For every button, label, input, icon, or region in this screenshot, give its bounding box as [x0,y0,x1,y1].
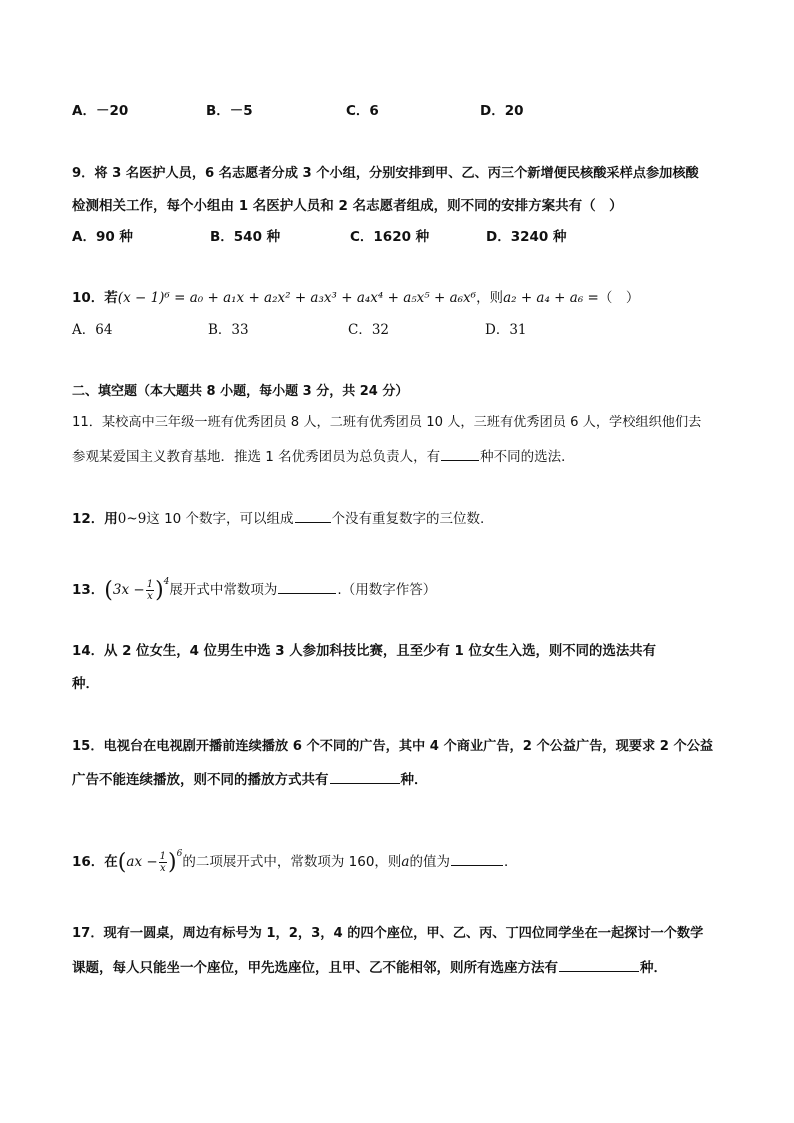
q11-text-b: 种不同的选法． [480,449,575,465]
q16-post: ． [503,854,518,870]
q17-text-b: 种． [640,960,667,976]
q15-text-a: 广告不能连续播放，则不同的播放方式共有 [72,772,329,788]
q16-text-1: 的二项展开式中，常数项为 160，则 [182,854,402,870]
q12-stem [72,508,484,528]
section-2-heading: 二、填空题（本大题共 8 小题，每小题 3 分，共 24 分） [72,384,409,399]
q16-answer-blank [451,851,503,866]
q11-line-2 [72,446,575,466]
q11-answer-blank [441,446,479,461]
q17-text-a: 课题，每人只能坐一个座位，甲先选座位，且甲、乙不能相邻，则所有选座方法有 [72,960,558,976]
q11-line-1: 11．某校高中三年级一班有优秀团员 8 人，二班有优秀团员 10 人，三班有优秀团员 6 人，学校组织他们去 [72,415,702,430]
q15-answer-blank [330,769,400,784]
q16-frac-num: 1 [159,851,167,862]
q17-answer-blank [559,957,639,972]
q16-exponent: 6 [176,849,183,859]
q16-frac-den: x [160,863,166,874]
q13-frac-den: x [147,591,153,602]
q11-text-a: 参观某爱国主义教育基地．推选 1 名优秀团员为总负责人，有 [72,449,441,465]
q17-line-1: 17．现有一圆桌，周边有标号为 1，2，3，4 的四个座位，甲、乙、丙、丁四位同学坐在一起探讨一个数学 [72,926,704,941]
q13-expression: (3x − $\frac{1}{x}$ )$^4$ [104,577,170,603]
q13-post: .（用数字作答） [337,582,437,598]
q16-var: a [401,854,410,870]
q13-text: 展开式中常数项为 [169,582,278,598]
q15-text-b: 种． [400,772,428,788]
q14-line-1: 14．从 2 位女生，4 位男生中选 3 人参加科技比赛，且至少有 1 位女生入选，则不同的选法共有 [72,644,656,659]
q9-line-1: 9．将 3 名医护人员，6 名志愿者分成 3 个小组，分别安排到甲、乙、丙三个新增便民核酸采样点参加核酸 [72,166,699,181]
q17-line-2 [72,957,667,977]
q14-line-2: 种． [72,676,99,692]
q10-option-d: D．31 [485,322,527,338]
q16-expression: (ax − $\frac{1}{x}$ )$^6$ [117,849,183,875]
q13-answer-blank [278,579,336,594]
q8-option-c: C．6 [346,103,379,119]
q9-option-b: B．540 种 [210,229,281,245]
q13-number: 13． [72,582,105,598]
q9-option-d: D．3240 种 [486,229,567,245]
q8-option-d: D．20 [480,103,524,119]
q10-stem [72,289,639,307]
q10-paren: （ ） [598,290,640,306]
q13-expr-left: 3x − [112,582,145,598]
q13-frac-num: 1 [146,579,154,590]
q13-exponent: 4 [163,577,170,587]
q16-number: 16．在 [72,854,118,870]
q8-option-b: B．－5 [206,103,253,119]
q10-tail: ，则 [476,290,504,306]
q16-text-2: 的值为 [409,854,450,870]
q8-option-a: A．－20 [72,103,129,119]
q12-post: 个没有重复数字的三位数. [331,511,485,527]
q13-stem [72,573,436,602]
q10-query: a₂ + a₄ + a₆ = [503,290,599,306]
q10-option-c: C．32 [348,322,390,338]
q16-expr-left: ax − [126,854,158,870]
q9-option-c: C．1620 种 [350,229,430,245]
q12-mid: 这 10 个数字，可以组成 [146,511,294,527]
q10-option-b: B．33 [208,322,249,338]
q10-number: 10．若 [72,290,118,306]
q16-stem [72,845,517,874]
q9-option-a: A．90 种 [72,229,133,245]
q10-equation: (x − 1)⁶ = a₀ + a₁x + a₂x² + a₃x³ + a₄x⁴ + a₅x⁵ + a₆x⁶ [117,290,477,306]
q15-line-2 [72,769,428,789]
q12-answer-blank [295,508,331,523]
q12-range: 0~9 [117,511,147,527]
q10-option-a: A．64 [72,322,113,338]
q15-line-1: 15．电视台在电视剧开播前连续播放 6 个不同的广告，其中 4 个商业广告，2 个公益广告，现要求 2 个公益 [72,739,714,754]
q12-pre: 12．用 [72,511,118,527]
q9-line-2: 检测相关工作，每个小组由 1 名医护人员和 2 名志愿者组成，则不同的安排方案共有（ ） [72,198,623,214]
